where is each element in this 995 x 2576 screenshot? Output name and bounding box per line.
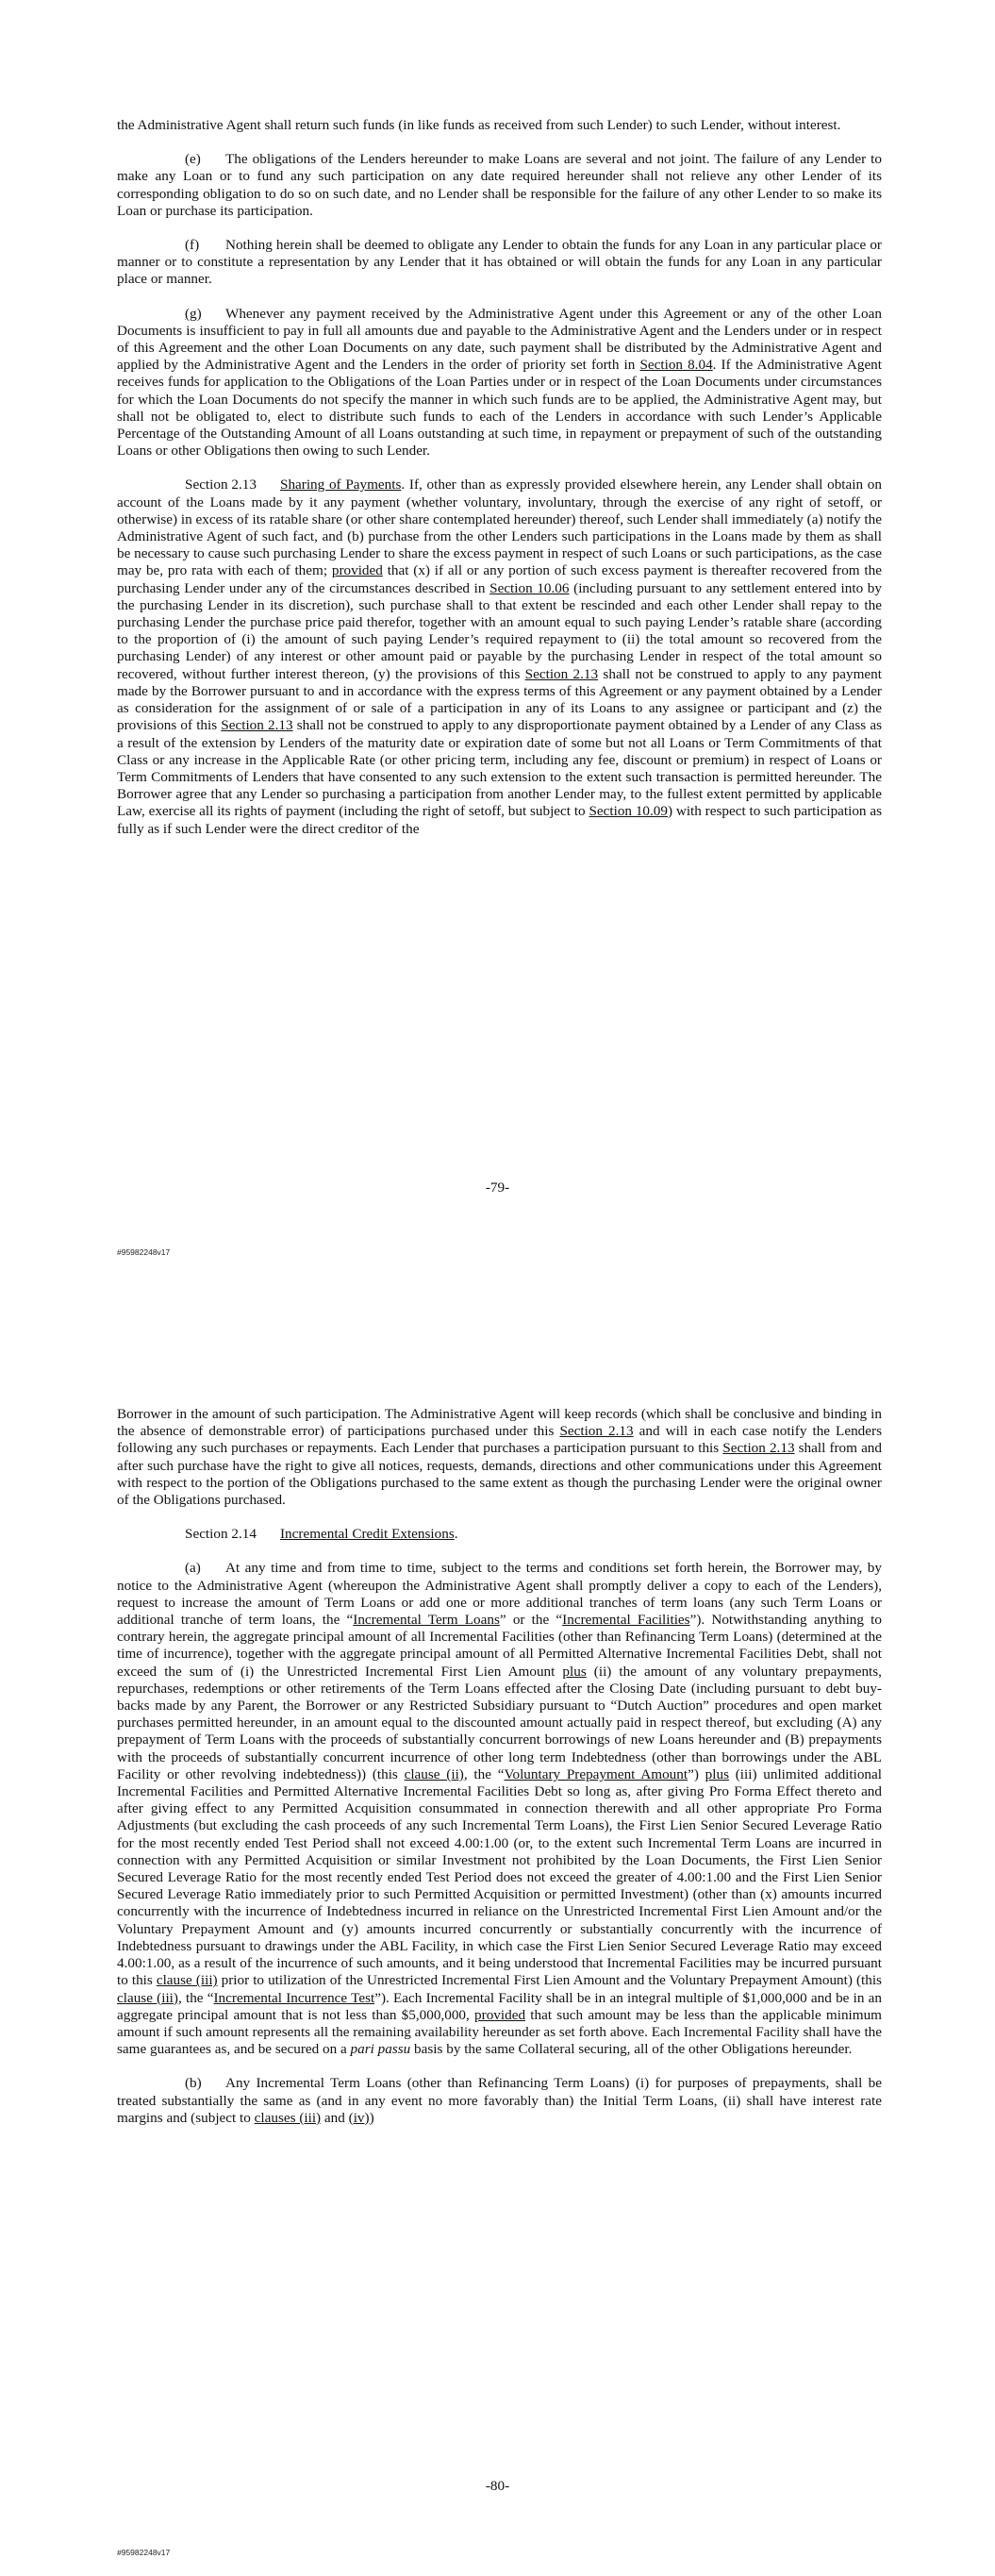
paragraph-g: (g) Whenever any payment received by the Administrative Agent under this Agreement or any of the other Loan Documents is insufficient to pay in full all amounts due and payable to the Administrative Agent and the Lenders under or in respect of this Agreement and the other Loan Documents on any date, such payment shall be distributed by the Administrative Agent and applied by the Administrative Agent and the Lenders in the order of priority set forth in Section 8.04. If the Administrative Agent receives funds for application to the Obligations of the Loan Parties under or in respect of the Loan Documents under circumstances for which the Loan Documents do not specify the manner in which such funds are to be applied, the Administrative Agent may, but shall not be obligated to, elect to distribute such funds to each of the Lenders in accordance with such Lender’s Applicable Percentage of the Outstanding Amount of all Loans outstanding at such time, in repayment or prepayment of such of the outstanding Loans or other Obligations then owing to such Lender. [117, 305, 882, 460]
paragraph-continuation: the Administrative Agent shall return such funds (in like funds as received from such Lender) to such Lender, without interest. [117, 117, 841, 133]
page-80-body [117, 1406, 882, 2127]
section-2-13-title: Sharing of Payments [280, 477, 402, 493]
paragraph-b: (b) Any Incremental Term Loans (other than Refinancing Term Loans) (i) for purposes of prepayments, shall be treated substantially the same as (and in any event no more favorably than) the Initial Term Loans, (ii) shall have interest rate margins and (subject to clauses (iii) and (iv)) [117, 2075, 882, 2126]
paragraph-continuation: Borrower in the amount of such participation. The Administrative Agent will keep records (which shall be conclusive and binding in the absence of demonstrable error) of participations purchased under this Section 2.13 and will in each case notify the Lenders following any such purchases or repayments. Each Lender that purchases a participation pursuant to this Section 2.13 shall from and after such purchase have the right to give all notices, requests, demands, directions and other communications under this Agreement with respect to the portion of the Obligations purchased to the same extent as though the purchasing Lender were the original owner of the Obligations purchased. [117, 1406, 882, 1509]
paragraph-e: (e) The obligations of the Lenders hereunder to make Loans are several and not joint. The failure of any Lender to make any Loan or to fund any such participation on any date required hereunder shall not relieve any other Lender of its corresponding obligation to do so on such date, and no Lender shall be responsible for the failure of any other Lender to so make its Loan or purchase its participation. [117, 151, 882, 219]
document-id: #95982248v17 [117, 1247, 171, 1257]
section-ref-2-13: Section 2.13 [559, 1423, 634, 1440]
section-ref-10-09: Section 10.09 [589, 803, 668, 820]
clause-label-g: (g) [185, 305, 202, 322]
section-ref-2-13: Section 2.13 [722, 1440, 795, 1457]
clause-label-f: (f) [185, 237, 200, 254]
paragraph-f: (f) Nothing herein shall be deemed to obligate any Lender to obtain the funds for any Loan in any particular place or manner or to constitute a representation by any Lender that it has obtained or will obtain the funds for any Loan in any particular place or manner. [117, 237, 882, 288]
clause-label-b: (b) [185, 2075, 202, 2092]
section-ref-2-13: Section 2.13 [524, 665, 599, 682]
page-79 [0, 0, 995, 1255]
page-number: -80- [485, 2478, 510, 2494]
clause-label-e: (e) [185, 151, 201, 168]
page-80 [0, 1378, 995, 2576]
clause-label-a: (a) [185, 1560, 201, 1577]
document-id: #95982248v17 [117, 2548, 171, 2557]
section-2-14-label: Section 2.14 [185, 1526, 257, 1543]
page-number: -79- [485, 1179, 510, 1196]
section-2-13-label: Section 2.13 [185, 477, 257, 493]
page-79-body [117, 117, 882, 838]
section-ref-2-13: Section 2.13 [221, 717, 293, 734]
section-ref-8-04: Section 8.04 [639, 357, 713, 374]
section-2-13: Section 2.13 Sharing of Payments. If, other than as expressly provided elsewhere herein, any Lender shall obtain on account of the Loans made by it any payment (whether voluntary, involuntary, through the exercise of any right of setoff, or otherwise) in excess of its ratable share (or other share contemplated hereunder) thereof, such Lender shall immediately (a) notify the Administrative Agent of such fact, and (b) purchase from the other Lenders such participations in the Loans made by them as shall be necessary to cause such purchasing Lender to share the excess payment in respect of such Loans or such participations, as the case may be, pro rata with each of them; provided that (x) if all or any portion of such excess payment is thereafter recovered from the purchasing Lender under any of the circumstances described in Section 10.06 (including pursuant to any settlement entered into by the purchasing Lender in its discretion), such purchase shall to that extent be rescinded and each other Lender shall repay to the purchasing Lender the purchase price paid therefor, together with an amount equal to such paying Lender’s ratable share (according to the proportion of (i) the amount of such paying Lender’s required repayment to (ii) the total amount so recovered from the purchasing Lender) of any interest or other amount paid or payable by the purchasing Lender in respect of the total amount so recovered, without further interest thereon, (y) the provisions of this Section 2.13 shall not be construed to apply to any payment made by the Borrower pursuant to and in accordance with the express terms of this Agreement or any payment obtained by a Lender as consideration for the assignment of or sale of a participation in any of its Loans to any assignee or participant and (z) the provisions of this Section 2.13 shall not be construed to apply to any disproportionate payment obtained by a Lender of any Class as a result of the extension by Lenders of the maturity date or expiration date of some but not all Loans or Term Commitments of that Class or any increase in the Applicable Rate (or other pricing term, including any fee, discount or premium) in respect of Loans or Term Commitments of Lenders that have consented to any such extension to the extent such transaction is permitted hereunder. The Borrower agree that any Lender so purchasing a participation from another Lender may, to the fullest extent permitted by applicable Law, exercise all its rights of payment (including the right of setoff, but subject to Section 10.09) with respect to such participation as fully as if such Lender were the direct creditor of the [117, 477, 882, 837]
section-ref-10-06: Section 10.06 [489, 579, 570, 596]
section-2-14-title: Incremental Credit Extensions [280, 1526, 455, 1543]
section-2-14-heading: Section 2.14 Incremental Credit Extensions. [185, 1526, 458, 1543]
paragraph-a: (a) At any time and from time to time, subject to the terms and conditions set forth herein, the Borrower may, by notice to the Administrative Agent (whereupon the Administrative Agent shall promptly deliver a copy to each of the Lenders), request to increase the amount of Term Loans or add one or more additional tranches of term loans (any such Term Loans or additional tranche of term loans, the “Incremental Term Loans” or the “Incremental Facilities”). Notwithstanding anything to contrary herein, the aggregate principal amount of all Incremental Facilities (other than Refinancing Term Loans) (determined at the time of incurrence), together with the aggregate principal amount of all Permitted Alternative Incremental Facilities Debt, shall not exceed the sum of (i) the Unrestricted Incremental First Lien Amount plus (ii) the amount of any voluntary prepayments, repurchases, redemptions or other retirements of the Term Loans effected after the Closing Date (including pursuant to debt buy-backs made by any Parent, the Borrower or any Restricted Subsidiary pursuant to “Dutch Auction” procedures and open market purchases permitted hereunder, in an amount equal to the discounted amount actually paid in respect thereof, but excluding (A) any prepayment of Term Loans with the proceeds of substantially concurrent borrowings of new Loans hereunder and (B) prepayments with the proceeds of substantially concurrent incurrence of other long term Indebtedness (other than borrowings under the ABL Facility or other revolving indebtedness)) (this clause (ii), the “Voluntary Prepayment Amount”) plus (iii) unlimited additional Incremental Facilities and Permitted Alternative Incremental Facilities Debt so long as, after giving Pro Forma Effect thereto and after giving effect to any Permitted Acquisition consummated in connection therewith and all other appropriate Pro Forma Adjustments (but excluding the cash proceeds of any such Incremental Term Loans), the First Lien Senior Secured Leverage Ratio for the most recently ended Test Period shall not exceed 4.00:1.00 (or, to the extent such Incremental Term Loans are incurred in connection with any Permitted Acquisition or similar Investment not prohibited by the Loan Documents, the First Lien Senior Secured Leverage Ratio for the most recently ended Test Period does not exceed the greater of 4.00:1.00 and the First Lien Senior Secured Leverage Ratio immediately prior to such Permitted Acquisition or permitted Investment) (other than (x) amounts incurred concurrently with the incurrence of Indebtedness incurred in reliance on the Unrestricted Incremental First Lien Amount and/or the Voluntary Prepayment Amount and (y) amounts incurred concurrently or substantially concurrently with the incurrence of Indebtedness pursuant to drawings under the ABL Facility, in which case the First Lien Senior Secured Leverage Ratio may exceed 4.00:1.00, as a result of the incurrence of such amounts, and it being understood that Incremental Facilities may be incurred pursuant to this clause (iii) prior to utilization of the Unrestricted Incremental First Lien Amount and the Voluntary Prepayment Amount) (this clause (iii), the “Incremental Incurrence Test”). Each Incremental Facility shall be in an integral multiple of $1,000,000 and be in an aggregate principal amount that is not less than $5,000,000, provided that such amount may be less than the applicable minimum amount if such amount represents all the remaining availability hereunder as set forth above. Each Incremental Facility shall have the same guarantees as, and be secured on a pari passu basis by the same Collateral securing, all of the other Obligations hereunder. [117, 1560, 883, 2058]
